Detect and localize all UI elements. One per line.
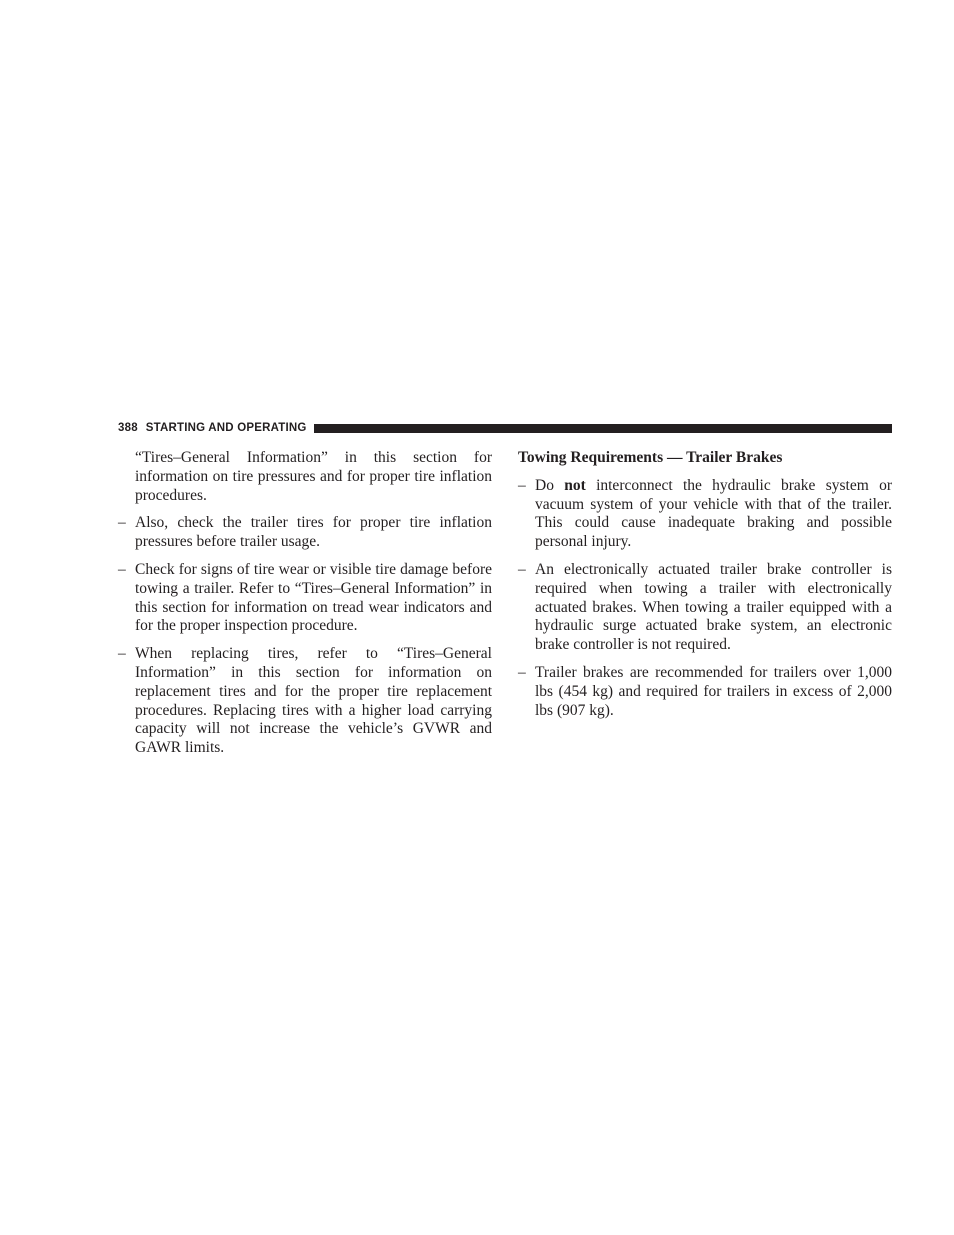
list-dash: – [118,560,126,578]
continuation-paragraph [118,449,492,505]
list-dash: – [518,663,526,681]
list-item [118,645,492,758]
list-item [518,664,892,720]
list-item-text: Trailer brakes are recommended for trailers over 1,000 lbs (454 kg) and required for trailers in excess of 2,000 lbs (907 kg). [535,663,892,719]
list-item-text: An electronically actuated trailer brake controller is required when towing a trailer with electronically actuated brakes. When towing a trailer equipped with a hydraulic surge actuated brake system, an electronic brake controller is not required. [535,560,892,654]
list-item [118,561,492,636]
list-item [118,514,492,552]
list-item-text: When replacing tires, refer to “Tires–General Information” in this section for information on replacement tires and for the proper tire replacement procedures. Replacing tires with a higher load carrying capacity will not increase the vehicle’s GVWR and GAWR limits. [135,645,492,757]
page-number: 388 [118,422,138,434]
list-dash: – [518,560,526,578]
section-heading: Towing Requirements — Trailer Brakes [518,449,783,466]
list-item-text-before: Do [535,476,565,494]
right-column [518,449,892,729]
list-item-text: Check for signs of tire wear or visible tire damage before towing a trailer. Refer to “Tires–General Information” in this section for information on tread wear indicators and for the proper inspection procedure. [135,560,492,635]
list-dash: – [118,514,126,532]
list-item [518,561,892,655]
continuation-text: “Tires–General Information” in this section for information on tire pressures and for proper tire inflation procedures. [135,449,492,504]
list-dash: – [518,476,526,494]
list-item [518,477,892,552]
list-dash: – [118,645,126,663]
section-title: STARTING AND OPERATING [145,422,307,434]
list-item-text-after: interconnect the hydraulic brake system or vacuum system of your vehicle with that of the trailer. This could cause inadequate braking and possible personal injury. [535,476,892,551]
list-item-text: Also, check the trailer tires for proper tire inflation pressures before trailer usage. [135,514,492,551]
list-item-text-bold: not [564,476,586,494]
page-header [118,420,892,436]
header-rule [314,424,892,433]
left-column [118,449,492,767]
